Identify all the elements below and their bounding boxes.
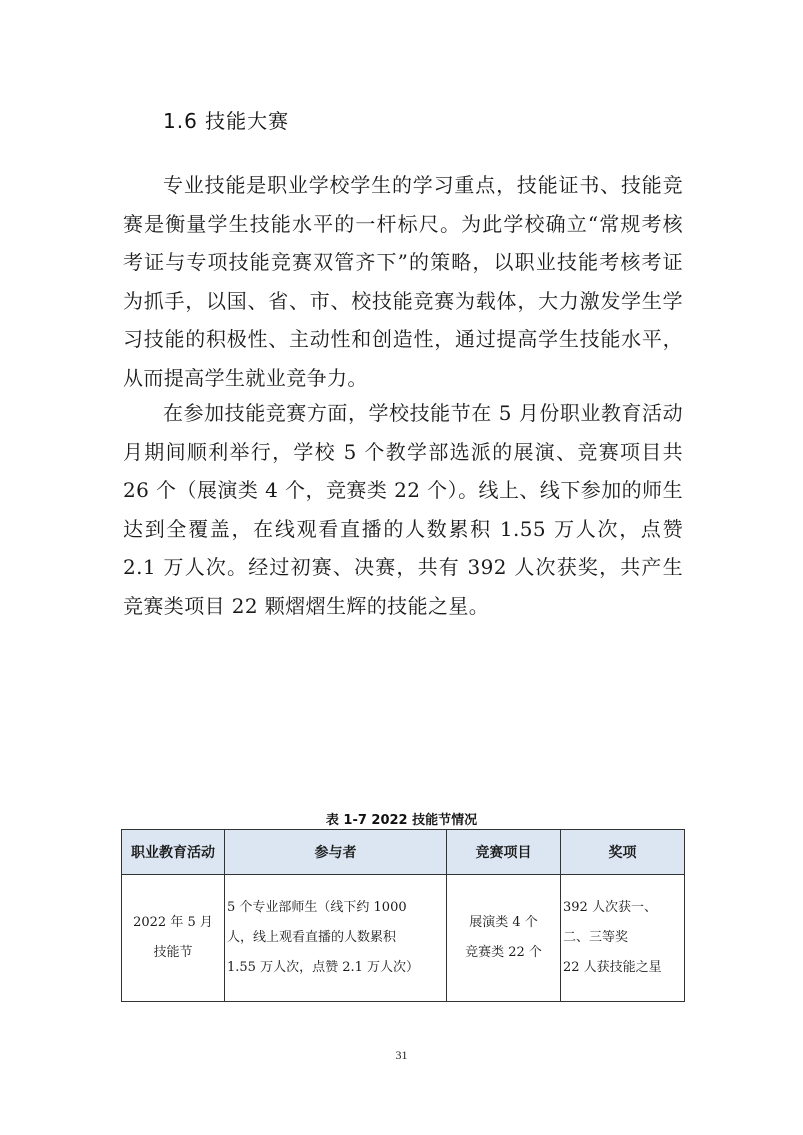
- cell-participants: [225, 875, 447, 1002]
- section-heading: 1.6 技能大赛: [163, 109, 290, 133]
- cell-projects: [447, 875, 561, 1002]
- header-projects: 竞赛项目: [447, 830, 561, 875]
- cell-participants-line-3: 1.55 万人次，点赞 2.1 万人次）: [227, 960, 420, 975]
- body-paragraph-1: 专业技能是职业学校学生的学习重点，技能证书、技能竞赛是衡量学生技能水平的一杆标尺。为此学校确立“常规考核考证与专项技能竞赛双管齐下”的策略，以职业技能考核考证为抓手，以国、省、市、校技能竞赛为载体，大力激发学生学习技能的积极性、主动性和创造性，通过提高学生技能水平，从而提高学生就业竞争力。: [123, 173, 683, 390]
- cell-projects-line-1: 展演类 4 个: [469, 915, 538, 930]
- cell-activity: [122, 875, 225, 1002]
- table-header-row: [122, 830, 685, 875]
- cell-participants-line-2: 人，线上观看直播的人数累积: [227, 930, 397, 945]
- table-row: [122, 875, 685, 1002]
- cell-awards-line-3: 22 人获技能之星: [563, 960, 662, 975]
- cell-participants-line-1: 5 个专业部师生（线下约 1000: [227, 900, 407, 915]
- skills-festival-table: [121, 829, 685, 1002]
- cell-awards-line-2: 二、三等奖: [563, 930, 629, 945]
- table-caption: 表 1-7 2022 技能节情况: [325, 813, 478, 828]
- body-paragraph-2: 在参加技能竞赛方面，学校技能节在 5 月份职业教育活动月期间顺利举行，学校 5 个教学部选派的展演、竞赛项目共 26 个（展演类 4 个，竞赛类 22 个）。线上、线下参加的师生达到全覆盖，在线观看直播的人数累积 1.55 万人次，点赞 2.1 万人次。经过初赛、决赛，共有 392 人次获奖，共产生竞赛类项目 22 颗熠熠生辉的技能之星。: [123, 401, 683, 618]
- header-awards: 奖项: [561, 830, 685, 875]
- cell-awards: [561, 875, 685, 1002]
- header-participants: 参与者: [225, 830, 447, 875]
- cell-activity-line-2: 技能节: [153, 945, 193, 960]
- cell-awards-line-1: 392 人次获一、: [563, 900, 657, 915]
- page-number: 31: [395, 1048, 408, 1062]
- cell-projects-line-2: 竞赛类 22 个: [465, 945, 542, 960]
- cell-activity-line-1: 2022 年 5 月: [133, 915, 213, 930]
- header-activity: 职业教育活动: [122, 830, 225, 875]
